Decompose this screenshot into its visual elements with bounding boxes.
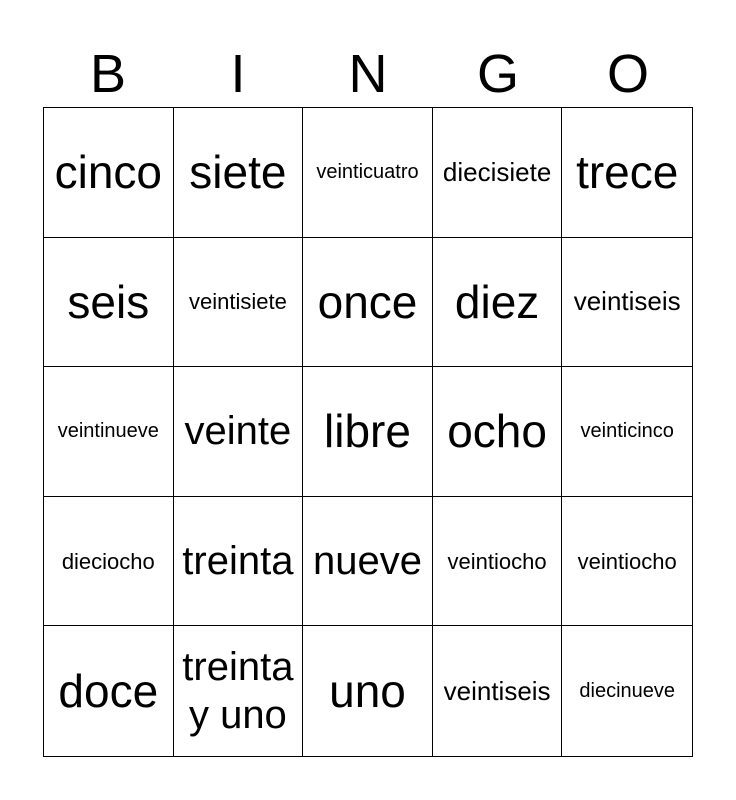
bingo-cell-r5c3[interactable]: uno [303, 626, 433, 756]
bingo-cell-r4c4[interactable]: veintiocho [433, 497, 563, 627]
bingo-cell-r5c4[interactable]: veintiseis [433, 626, 563, 756]
header-letter-b: B [89, 44, 127, 104]
bingo-cell-r2c4[interactable]: diez [433, 238, 563, 368]
bingo-cell-r4c5[interactable]: veintiocho [562, 497, 692, 627]
bingo-header [43, 40, 693, 108]
bingo-cell-r1c5[interactable]: trece [562, 108, 692, 238]
bingo-board [43, 107, 693, 757]
bingo-cell-r3c4[interactable]: ocho [433, 367, 563, 497]
bingo-cell-r3c5[interactable]: veinticinco [562, 367, 692, 497]
bingo-cell-r5c2[interactable]: treinta y uno [174, 626, 304, 756]
bingo-cell-r1c1[interactable]: cinco [44, 108, 174, 238]
bingo-cell-r4c2[interactable]: treinta [174, 497, 304, 627]
bingo-cell-r4c1[interactable]: dieciocho [44, 497, 174, 627]
bingo-cell-r1c4[interactable]: diecisiete [433, 108, 563, 238]
bingo-cell-r3c1[interactable]: veintinueve [44, 367, 174, 497]
bingo-cell-r3c3-free[interactable]: libre [303, 367, 433, 497]
bingo-cell-r4c3[interactable]: nueve [303, 497, 433, 627]
bingo-cell-r5c5[interactable]: diecinueve [579, 679, 675, 702]
bingo-cell-r2c1[interactable]: seis [44, 238, 174, 368]
bingo-cell-r1c3[interactable]: veinticuatro [303, 108, 433, 238]
header-letter-n: N [348, 44, 388, 104]
bingo-cell-r2c2[interactable]: veintisiete [174, 238, 304, 368]
bingo-cell-r2c5[interactable]: veintiseis [562, 238, 692, 368]
header-letter-o: O [606, 44, 649, 104]
bingo-cell-r2c3[interactable]: once [303, 238, 433, 368]
header-letter-i: I [230, 44, 246, 104]
bingo-cell-r1c2[interactable]: siete [174, 108, 304, 238]
bingo-cell-r5c1[interactable]: doce [44, 626, 174, 756]
bingo-cell-r3c2[interactable]: veinte [174, 367, 304, 497]
header-letter-g: G [476, 44, 519, 104]
